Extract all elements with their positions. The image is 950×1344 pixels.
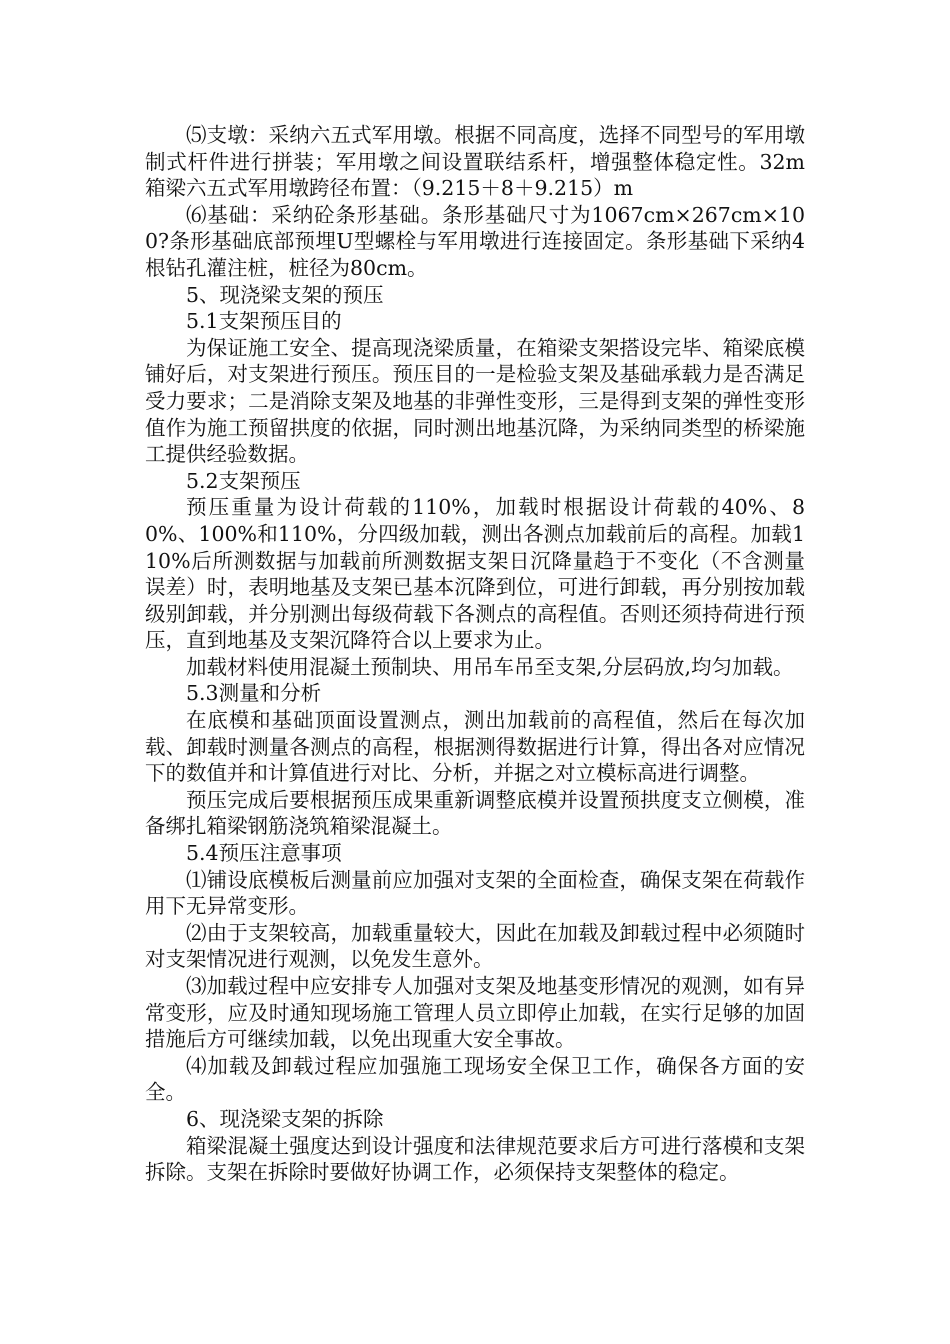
paragraph-loading-material: 加载材料使用混凝土预制块、用吊车吊至支架,分层码放,均匀加载。: [186, 654, 794, 679]
subsection-heading-5-1: 5.1支架预压目的: [186, 309, 342, 334]
paragraph-post-preload: 预压完成后要根据预压成果重新调整底模并设置预拱度支立侧模，准备绑扎箱梁钢筋浇筑箱梁混凝土。: [145, 787, 805, 839]
paragraph-foundation: ⑹基础：采纳砼条形基础。条形基础尺寸为1067cm×267cm×100?条形基础底部预埋U型螺栓与军用墩进行连接固定。条形基础下采纳4根钻孔灌注桩，桩径为80cm。: [145, 202, 805, 280]
subsection-heading-5-2: 5.2支架预压: [186, 468, 301, 493]
paragraph-note-4: ⑷加载及卸载过程应加强施工现场安全保卫工作，确保各方面的安全。: [145, 1053, 805, 1105]
paragraph-preload-weight: 预压重量为设计荷载的110%，加载时根据设计荷载的40%、80%、100%和110%，分四级加载，测出各测点加载前后的高程。加载110%后所测数据与加载前所测数据支架日沉降量趋于不变化（不含测量误差）时，表明地基及支架已基本沉降到位，可进行卸载，再分别按加载级别卸载，并分别测出每级荷载下各测点的高程值。否则还须持荷进行预压，直到地基及支架沉降符合以上要求为止。: [145, 495, 805, 653]
paragraph-note-1: ⑴铺设底模板后测量前应加强对支架的全面检查，确保支架在荷载作用下无异常变形。: [145, 867, 805, 919]
subsection-heading-5-4: 5.4预压注意事项: [186, 841, 342, 866]
section-heading-5: 5、现浇梁支架的预压: [186, 282, 384, 307]
paragraph-note-2: ⑵由于支架较高，加载重量较大，因此在加载及卸载过程中必须随时对支架情况进行观测，以免发生意外。: [145, 920, 805, 972]
paragraph-preload-purpose: 为保证施工安全、提高现浇梁质量，在箱梁支架搭设完毕、箱梁底模铺好后，对支架进行预压。预压目的一是检验支架及基础承载力是否满足受力要求；二是消除支架及地基的非弹性变形，三是得到支架的弹性变形值作为施工预留拱度的依据，同时测出地基沉降，为采纳同类型的桥梁施工提供经验数据。: [145, 335, 805, 467]
section-heading-6: 6、现浇梁支架的拆除: [186, 1106, 384, 1131]
paragraph-pier: ⑸支墩：采纳六五式军用墩。根据不同高度，选择不同型号的军用墩制式杆件进行拼装；军用墩之间设置联结系杆，增强整体稳定性。32m箱梁六五式军用墩跨径布置：（9.215＋8＋9.215）m: [145, 123, 805, 201]
paragraph-note-3: ⑶加载过程中应安排专人加强对支架及地基变形情况的观测，如有异常变形，应及时通知现场施工管理人员立即停止加载，在实行足够的加固措施后方可继续加载，以免出现重大安全事故。: [145, 974, 805, 1052]
document-body: [145, 122, 805, 1186]
paragraph-measurement: 在底模和基础顶面设置测点，测出加载前的高程值，然后在每次加载、卸载时测量各测点的高程，根据测得数据进行计算，得出各对应情况下的数值并和计算值进行对比、分析，并据之对立模标高进行调整。: [145, 708, 805, 786]
paragraph-removal: 箱梁混凝土强度达到设计强度和法律规范要求后方可进行落模和支架拆除。支架在拆除时要做好协调工作，必须保持支架整体的稳定。: [145, 1133, 805, 1185]
subsection-heading-5-3: 5.3测量和分析: [186, 681, 322, 706]
